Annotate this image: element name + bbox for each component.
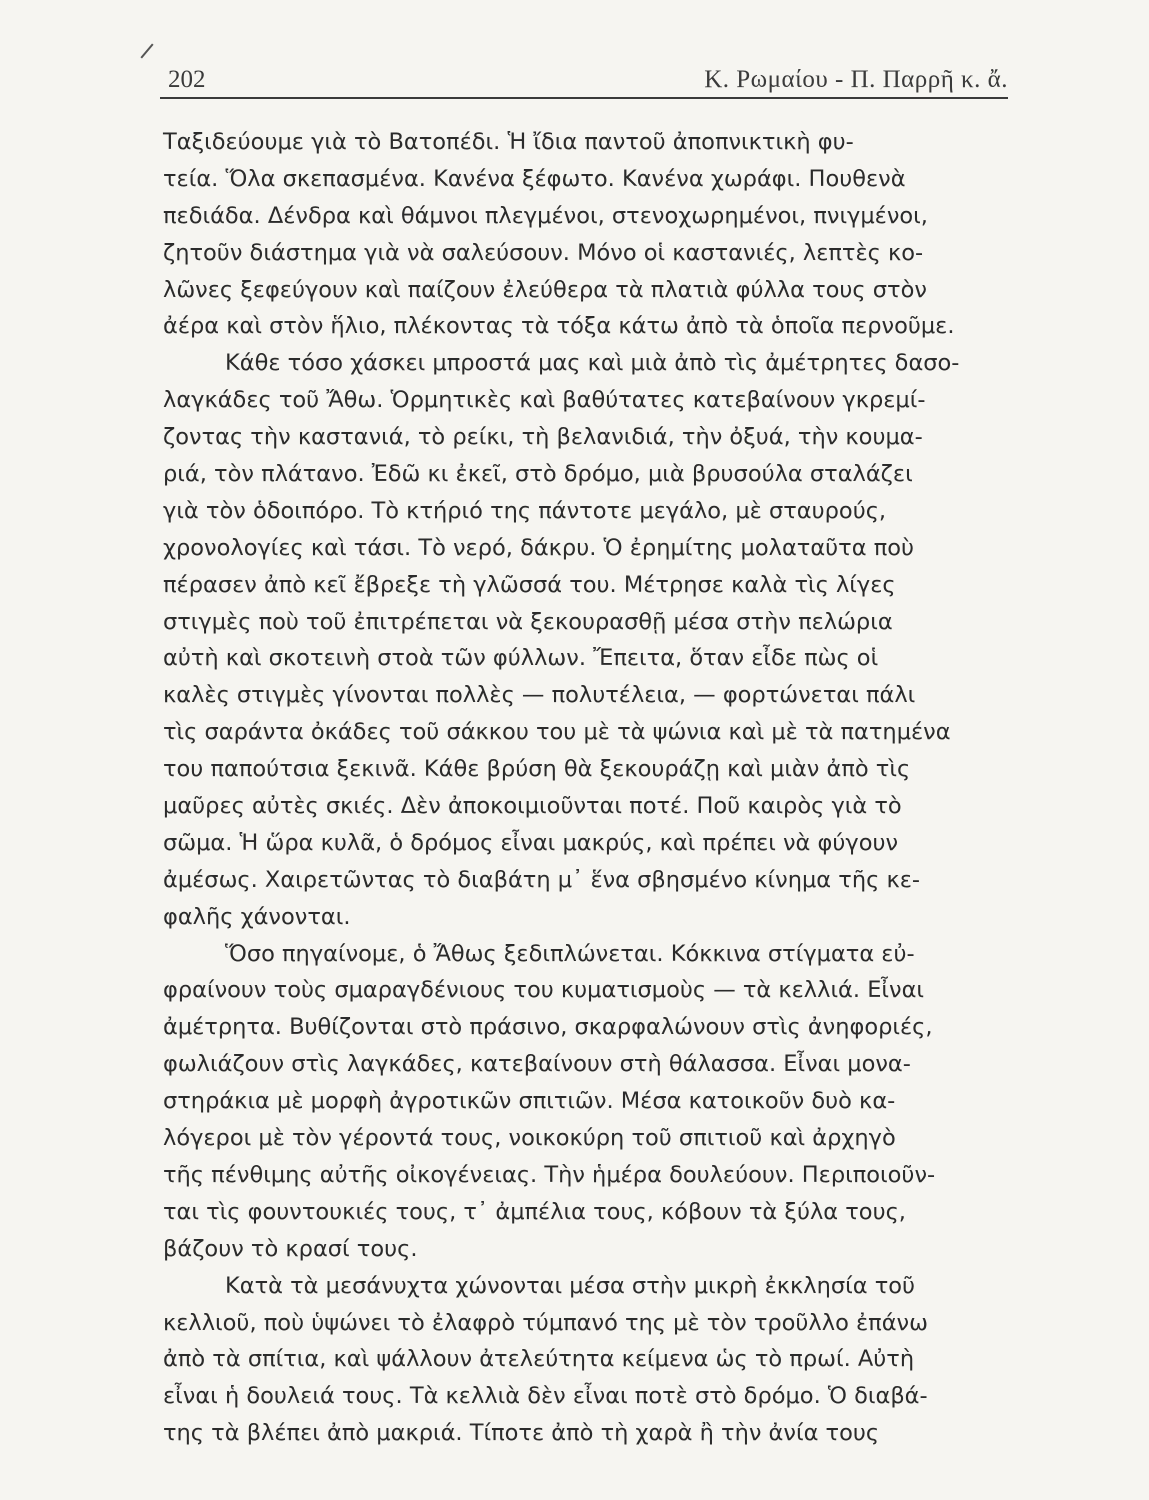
text-line: στηράκια μὲ μορφὴ ἀγροτικῶν σπιτιῶν. Μέσα κατοικοῦν δυὸ κα- bbox=[163, 1088, 896, 1115]
text-line: βάζουν τὸ κρασί τους. bbox=[163, 1235, 418, 1262]
text-line: λῶνες ξεφεύγουν καὶ παίζουν ἐλεύθερα τὰ πλατιὰ φύλλα τους στὸν bbox=[163, 276, 927, 303]
text-line: του παπούτσια ξεκινᾶ. Κάθε βρύση θὰ ξεκουράζῃ καὶ μιὰν ἀπὸ τὶς bbox=[163, 756, 911, 783]
text-line: εἶναι ἡ δουλειά τους. Τὰ κελλιὰ δὲν εἶναι ποτὲ στὸ δρόμο. Ὁ διαβά- bbox=[163, 1383, 928, 1410]
text-line: ἀμέσως. Χαιρετῶντας τὸ διαβάτη μ᾿ ἕνα σβησμένο κίνημα τῆς κε- bbox=[163, 866, 920, 893]
text-line: ριά, τὸν πλάτανο. Ἐδῶ κι ἐκεῖ, στὸ δρόμο, μιὰ βρυσούλα σταλάζει bbox=[163, 461, 913, 488]
text-line: φωλιάζουν στὶς λαγκάδες, κατεβαίνουν στὴ θάλασσα. Εἶναι μονα- bbox=[163, 1051, 911, 1078]
text-line: κελλιοῦ, ποὺ ὑψώνει τὸ ἐλαφρὸ τύμπανό της μὲ τὸν τροῦλλο ἐπάνω bbox=[163, 1309, 928, 1336]
running-title: Κ. Ρωμαίου - Π. Παρρῆ κ. ἄ. bbox=[704, 66, 1008, 93]
text-line: λόγεροι μὲ τὸν γέροντά τους, νοικοκύρη τοῦ σπιτιοῦ καὶ ἀρχηγὸ bbox=[163, 1125, 896, 1152]
text-line: καλὲς στιγμὲς γίνονται πολλὲς — πολυτέλεια, — φορτώνεται πάλι bbox=[163, 682, 916, 709]
text-line: ἀμέτρητα. Βυθίζονται στὸ πράσινο, σκαρφαλώνουν στὶς ἀνηφοριές, bbox=[163, 1014, 933, 1041]
text-line: Ταξιδεύουμε γιὰ τὸ Βατοπέδι. Ἡ ἴδια παντοῦ ἀποπνικτικὴ φυ- bbox=[163, 129, 854, 155]
text-line: ἀπὸ τὰ σπίτια, καὶ ψάλλουν ἀτελεύτητα κείμενα ὡς τὸ πρωί. Αὐτὴ bbox=[163, 1346, 915, 1373]
header-rule bbox=[160, 97, 1008, 99]
text-line: μαῦρες αὐτὲς σκιές. Δὲν ἀποκοιμιοῦνται ποτέ. Ποῦ καιρὸς γιὰ τὸ bbox=[163, 793, 902, 820]
text-line: φραίνουν τοὺς σμαραγδένιους του κυματισμοὺς — τὰ κελλιά. Εἶναι bbox=[163, 977, 925, 1004]
running-head bbox=[168, 64, 1008, 98]
text-line: στιγμὲς ποὺ τοῦ ἐπιτρέπεται νὰ ξεκουρασθῇ μέσα στὴν πελώρια bbox=[163, 608, 893, 635]
text-line: χρονολογίες καὶ τάσι. Τὸ νερό, δάκρυ. Ὁ ἐρημίτης μολαταῦτα ποὺ bbox=[163, 534, 915, 561]
text-line: τεία. Ὅλα σκεπασμένα. Κανένα ξέφωτο. Κανένα χωράφι. Πουθενὰ bbox=[163, 165, 906, 192]
text-line: αὐτὴ καὶ σκοτεινὴ στοὰ τῶν φύλλων. Ἔπειτα, ὅταν εἶδε πὼς οἱ bbox=[163, 645, 879, 672]
text-line: τῆς πένθιμης αὐτῆς οἰκογένειας. Τὴν ἡμέρα δουλεύουν. Περιποιοῦν- bbox=[163, 1161, 936, 1188]
body-text bbox=[163, 124, 1019, 1452]
page-number: 202 bbox=[168, 66, 206, 93]
text-line: ζητοῦν διάστημα γιὰ νὰ σαλεύσουν. Μόνο οἱ καστανιές, λεπτὲς κο- bbox=[163, 239, 924, 266]
text-line: ται τὶς φουντουκιές τους, τ᾿ ἀμπέλια τους, κόβουν τὰ ξύλα τους, bbox=[163, 1198, 906, 1225]
text-line: Κατὰ τὰ μεσάνυχτα χώνονται μέσα στὴν μικρὴ ἐκκλησία τοῦ bbox=[225, 1272, 916, 1299]
text-line: γιὰ τὸν ὁδοιπόρο. Τὸ κτήριό της πάντοτε μεγάλο, μὲ σταυρούς, bbox=[163, 497, 887, 524]
text-line: λαγκάδες τοῦ Ἄθω. Ὁρμητικὲς καὶ βαθύτατες κατεβαίνουν γκρεμί- bbox=[163, 387, 926, 414]
text-line: ζοντας τὴν καστανιά, τὸ ρείκι, τὴ βελανιδιά, τὴν ὀξυά, τὴν κουμα- bbox=[163, 424, 923, 451]
text-line: πεδιάδα. Δένδρα καὶ θάμνοι πλεγμένοι, στενοχωρημένοι, πνιγμένοι, bbox=[163, 202, 928, 229]
text-line: Κάθε τόσο χάσκει μπροστά μας καὶ μιὰ ἀπὸ τὶς ἀμέτρητες δασο- bbox=[225, 350, 960, 377]
text-line: ἀέρα καὶ στὸν ἥλιο, πλέκοντας τὰ τόξα κάτω ἀπὸ τὰ ὁποῖα περνοῦμε. bbox=[163, 313, 955, 340]
text-line: τὶς σαράντα ὀκάδες τοῦ σάκκου του μὲ τὰ ψώνια καὶ μὲ τὰ πατημένα bbox=[163, 719, 951, 746]
text-line: Ὅσο πηγαίνομε, ὁ Ἄθως ξεδιπλώνεται. Κόκκινα στίγματα εὐ- bbox=[225, 940, 915, 967]
text-line: πέρασεν ἀπὸ κεῖ ἔβρεξε τὴ γλῶσσά του. Μέτρησε καλὰ τὶς λίγες bbox=[163, 571, 896, 598]
text-line: σῶμα. Ἡ ὥρα κυλᾶ, ὁ δρόμος εἶναι μακρύς, καὶ πρέπει νὰ φύγουν bbox=[163, 829, 899, 856]
stray-pen-mark bbox=[140, 43, 153, 58]
text-line: της τὰ βλέπει ἀπὸ μακριά. Τίποτε ἀπὸ τὴ χαρὰ ἢ τὴν ἀνία τους bbox=[163, 1420, 880, 1447]
text-line: φαλῆς χάνονται. bbox=[163, 903, 351, 930]
